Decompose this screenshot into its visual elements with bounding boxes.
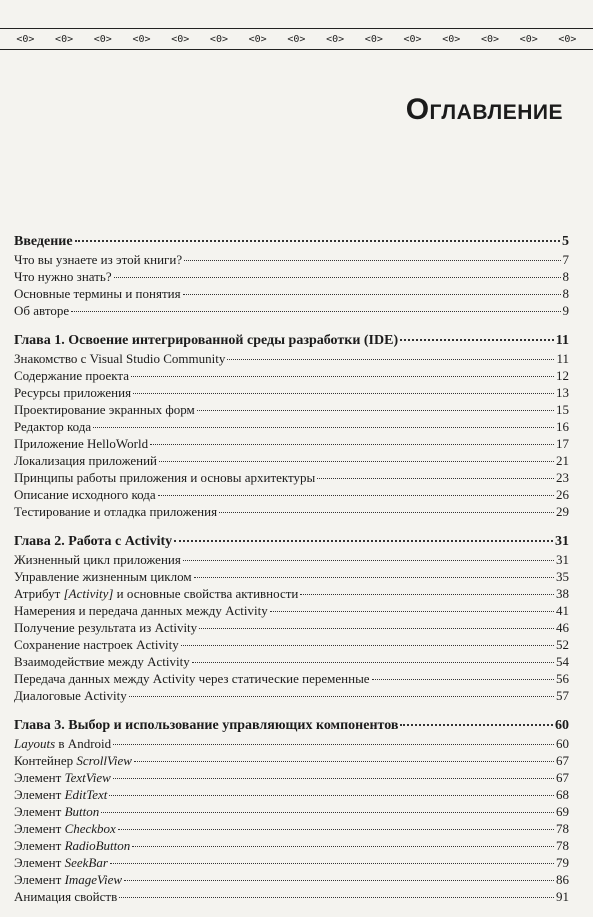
toc-page-number: 79 — [556, 855, 569, 870]
toc-entry-row[interactable] — [14, 803, 569, 820]
dot-leader — [124, 880, 554, 881]
toc-page-number: 78 — [556, 838, 569, 853]
toc-entry-row[interactable] — [14, 619, 569, 636]
toc-page-number: 12 — [556, 368, 569, 383]
toc-page-number: 16 — [556, 419, 569, 434]
dot-leader — [134, 761, 554, 762]
toc-chapter-row[interactable] — [14, 232, 569, 251]
toc-chapter-row[interactable] — [14, 331, 569, 350]
toc-entry-label — [14, 769, 111, 786]
toc-page-number: 67 — [556, 753, 569, 768]
toc-entry-label — [14, 786, 107, 803]
toc-entry-label-italic: RadioButton — [64, 838, 131, 853]
toc-entry-row[interactable] — [14, 452, 569, 469]
dot-leader — [400, 339, 554, 341]
toc-entry-label: Получение результата из Activity — [14, 620, 198, 635]
dot-leader — [109, 795, 554, 796]
dot-leader — [119, 897, 554, 898]
toc-entry-row[interactable] — [14, 503, 569, 520]
toc-entry-label-prefix: Элемент — [14, 855, 65, 870]
toc-entry-label — [14, 803, 99, 820]
ornament-glyph: <0> — [248, 33, 267, 45]
dot-leader — [114, 277, 561, 278]
toc-page-number: 38 — [556, 586, 569, 601]
toc-page-number: 78 — [556, 821, 569, 836]
toc-chapter-row[interactable] — [14, 716, 569, 735]
toc-entry-label: Об авторе — [14, 303, 70, 318]
toc-entry-row[interactable] — [14, 735, 569, 752]
ornament-glyph: <0> — [55, 33, 74, 45]
toc-page-number: 13 — [556, 385, 569, 400]
toc-entry-label: Что вы узнаете из этой книги? — [14, 252, 183, 267]
toc-page-number: 26 — [556, 487, 569, 502]
ornament-glyph: <0> — [403, 33, 422, 45]
toc-entry-row[interactable] — [14, 367, 569, 384]
toc-entry-row[interactable] — [14, 820, 569, 837]
toc-page-number: 21 — [556, 453, 569, 468]
toc-entry-row[interactable] — [14, 636, 569, 653]
toc-page-number: 60 — [556, 736, 569, 751]
toc-entry-label-prefix: Элемент — [14, 787, 65, 802]
toc-entry-row[interactable] — [14, 568, 569, 585]
toc-page-number: 54 — [556, 654, 569, 669]
dot-leader — [129, 696, 554, 697]
toc-entry-label-italic: TextView — [64, 770, 111, 785]
toc-entry-row[interactable] — [14, 786, 569, 803]
dot-leader — [110, 863, 554, 864]
dot-leader — [317, 478, 554, 479]
toc-page-number: 67 — [556, 770, 569, 785]
toc-entry-label-prefix: Атрибут — [14, 586, 64, 601]
toc-entry-label-prefix: Элемент — [14, 804, 65, 819]
toc-entry-row[interactable] — [14, 469, 569, 486]
toc-entry-label: Содержание проекта — [14, 368, 130, 383]
toc-entry-label — [14, 735, 111, 752]
dot-leader — [194, 577, 554, 578]
toc-page-number: 35 — [556, 569, 569, 584]
toc-entry-row[interactable] — [14, 585, 569, 602]
dot-leader — [197, 410, 554, 411]
ornament-glyph: <0> — [93, 33, 112, 45]
toc-page-number: 86 — [556, 872, 569, 887]
dot-leader — [113, 744, 554, 745]
toc-page-number: 52 — [556, 637, 569, 652]
toc-entry-row[interactable] — [14, 251, 569, 268]
toc-entry-label — [14, 837, 130, 854]
toc-page-number: 60 — [555, 718, 569, 733]
toc-entry-label: Глава 3. Выбор и использование управляющих компонентов — [14, 718, 399, 733]
toc-page-number: 7 — [562, 252, 569, 267]
toc-entry-row[interactable] — [14, 769, 569, 786]
toc-chapter-row[interactable] — [14, 532, 569, 551]
toc-page-number: 9 — [562, 303, 569, 318]
dot-leader — [372, 679, 554, 680]
toc-entry-label — [14, 752, 132, 769]
dot-leader — [158, 495, 554, 496]
dot-leader — [183, 294, 561, 295]
toc-entry-label: Введение — [14, 234, 73, 249]
toc-entry-row[interactable] — [14, 752, 569, 769]
toc-entry-label: Диалоговые Activity — [14, 688, 127, 703]
toc-entry-label-italic: EditText — [64, 787, 108, 802]
toc-entry-label: Редактор кода — [14, 419, 92, 434]
toc-entry-row[interactable] — [14, 888, 569, 905]
dot-leader — [227, 359, 554, 360]
toc-page-number: 11 — [555, 333, 569, 348]
toc-page-number: 91 — [556, 889, 569, 904]
toc-entry-label-italic: SeekBar — [64, 855, 108, 870]
toc-entry-row[interactable] — [14, 551, 569, 568]
toc-entry-label: Сохранение настроек Activity — [14, 637, 179, 652]
toc-entry-label-prefix: Элемент — [14, 770, 65, 785]
page-title: Оглавление — [405, 93, 563, 126]
toc-page-number: 68 — [556, 787, 569, 802]
toc-entry-row[interactable] — [14, 401, 569, 418]
toc-entry-label: Глава 1. Освоение интегрированной среды разработки (IDE) — [14, 333, 399, 348]
toc-entry-label-italic: ImageView — [64, 872, 123, 887]
dot-leader — [159, 461, 554, 462]
toc-entry-row[interactable] — [14, 302, 569, 319]
toc-section — [14, 532, 569, 704]
dot-leader — [101, 812, 554, 813]
toc-entry-label-italic: Button — [64, 804, 100, 819]
toc-entry-label-italic: Layouts — [14, 736, 56, 751]
ornament-glyph: <0> — [326, 33, 345, 45]
toc-entry-row[interactable] — [14, 653, 569, 670]
toc-section — [14, 331, 569, 520]
dot-leader — [131, 376, 554, 377]
toc-page-number: 57 — [556, 688, 569, 703]
toc-entry-label-prefix: Элемент — [14, 872, 65, 887]
dot-leader — [400, 724, 553, 726]
toc-page-number: 31 — [555, 534, 569, 549]
dot-leader — [183, 560, 554, 561]
toc-entry-label: Принципы работы приложения и основы архитектуры — [14, 470, 316, 485]
toc-entry-label-suffix: в Android — [55, 736, 112, 751]
dot-leader — [132, 846, 554, 847]
toc-section — [14, 716, 569, 905]
toc-entry-row[interactable] — [14, 350, 569, 367]
dot-leader — [75, 240, 560, 242]
toc-entry-row[interactable] — [14, 486, 569, 503]
dot-leader — [270, 611, 554, 612]
ornament-glyph: <0> — [519, 33, 538, 45]
dot-leader — [174, 540, 553, 542]
toc-entry-row[interactable] — [14, 837, 569, 854]
toc-entry-label — [14, 585, 298, 602]
toc-entry-label: Приложение HelloWorld — [14, 436, 149, 451]
toc-page-number: 56 — [556, 671, 569, 686]
dot-leader — [184, 260, 560, 261]
toc-entry-label: Знакомство с Visual Studio Community — [14, 351, 226, 366]
toc-entry-row[interactable] — [14, 871, 569, 888]
toc-page-number: 8 — [562, 286, 569, 301]
dot-leader — [199, 628, 554, 629]
toc-entry-row[interactable] — [14, 418, 569, 435]
header-ornament — [0, 28, 593, 50]
dot-leader — [113, 778, 554, 779]
toc-entry-label: Основные термины и понятия — [14, 286, 181, 301]
toc-entry-label: Описание исходного кода — [14, 487, 156, 502]
toc-entry-row[interactable] — [14, 687, 569, 704]
toc-page-number: 31 — [556, 552, 569, 567]
toc-entry-label: Взаимодействие между Activity — [14, 654, 190, 669]
toc-page-number: 15 — [556, 402, 569, 417]
dot-leader — [93, 427, 554, 428]
toc-entry-row[interactable] — [14, 854, 569, 871]
toc-entry-label: Намерения и передача данных между Activity — [14, 603, 268, 618]
toc-page-number: 29 — [556, 504, 569, 519]
toc-entry-label-italic: Checkbox — [64, 821, 116, 836]
toc-entry-label: Проектирование экранных форм — [14, 402, 195, 417]
toc-entry-row[interactable] — [14, 670, 569, 687]
dot-leader — [118, 829, 554, 830]
ornament-glyph: <0> — [132, 33, 151, 45]
table-of-contents — [14, 232, 569, 917]
toc-entry-row[interactable] — [14, 384, 569, 401]
dot-leader — [219, 512, 554, 513]
dot-leader — [181, 645, 554, 646]
ornament-glyph: <0> — [442, 33, 461, 45]
toc-entry-label: Управление жизненным циклом — [14, 569, 192, 584]
toc-entry-label-prefix: Элемент — [14, 838, 65, 853]
toc-page-number: 46 — [556, 620, 569, 635]
ornament-glyph: <0> — [16, 33, 35, 45]
toc-entry-row[interactable] — [14, 285, 569, 302]
toc-entry-label: Анимация свойств — [14, 889, 118, 904]
toc-entry-label: Передача данных между Activity через статические переменные — [14, 671, 370, 686]
dot-leader — [300, 594, 554, 595]
toc-entry-label: Ресурсы приложения — [14, 385, 132, 400]
toc-section — [14, 232, 569, 319]
toc-page-number: 23 — [556, 470, 569, 485]
toc-entry-label: Что нужно знать? — [14, 269, 112, 284]
dot-leader — [150, 444, 554, 445]
toc-page-number: 11 — [556, 351, 569, 366]
toc-entry-label-prefix: Элемент — [14, 821, 65, 836]
toc-entry-label: Локализация приложений — [14, 453, 158, 468]
toc-entry-label — [14, 871, 122, 888]
toc-page-number: 41 — [556, 603, 569, 618]
dot-leader — [71, 311, 560, 312]
ornament-glyph: <0> — [287, 33, 306, 45]
ornament-glyph: <0> — [364, 33, 383, 45]
toc-entry-label — [14, 820, 116, 837]
toc-entry-label: Жизненный цикл приложения — [14, 552, 181, 567]
ornament-glyph: <0> — [480, 33, 500, 45]
toc-entry-label — [14, 854, 108, 871]
toc-page-number: 8 — [562, 269, 569, 284]
ornament-glyph: <0> — [558, 33, 577, 45]
toc-entry-label-suffix: и основные свойства активности — [113, 586, 299, 601]
toc-entry-row[interactable] — [14, 268, 569, 285]
ornament-glyph: <0> — [171, 33, 190, 45]
ornament-glyph: <0> — [209, 33, 228, 45]
toc-entry-label: Тестирование и отладка приложения — [14, 504, 218, 519]
dot-leader — [192, 662, 554, 663]
toc-page-number: 69 — [556, 804, 569, 819]
toc-entry-label-italic: ScrollView — [76, 753, 132, 768]
toc-entry-label-prefix: Контейнер — [14, 753, 77, 768]
toc-page-number: 5 — [562, 234, 569, 249]
toc-entry-row[interactable] — [14, 435, 569, 452]
dot-leader — [133, 393, 554, 394]
toc-entry-label: Глава 2. Работа с Activity — [14, 534, 173, 549]
toc-entry-row[interactable] — [14, 602, 569, 619]
toc-page-number: 17 — [556, 436, 569, 451]
toc-entry-label-italic: [Activity] — [63, 586, 114, 601]
